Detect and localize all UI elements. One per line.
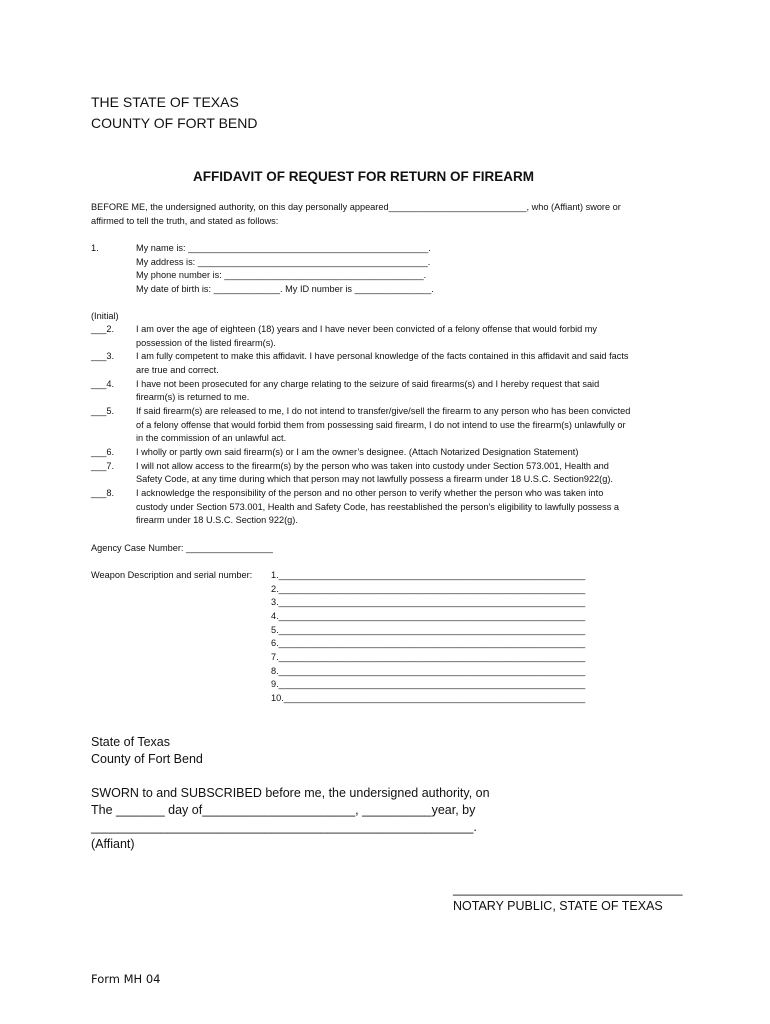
item-8-initial[interactable]: ___8.	[91, 488, 114, 498]
state-heading: THE STATE OF TEXAS	[91, 94, 239, 110]
item-6-initial[interactable]: ___6.	[91, 447, 114, 457]
intro-line-1: BEFORE ME, the undersigned authority, on this day personally appeared___________________________, who (Affiant) swore or	[91, 202, 621, 212]
item-8-line-2: custody under Section 573.001, Health and Safety Code, has reestablished the person’s eligibility to lawfully possess a	[136, 502, 619, 512]
item-5-line-2: of a felony offense that would forbid them from possessing said firearm, I do not intend to use the firearm(s) unlawfully or	[136, 420, 626, 430]
initial-label: (Initial)	[91, 311, 119, 321]
dob-id-field[interactable]: My date of birth is: _____________. My ID number is _______________.	[136, 284, 434, 294]
jurat-state: State of Texas	[91, 735, 170, 749]
intro-line-2: affirmed to tell the truth, and stated as follows:	[91, 216, 279, 226]
date-line[interactable]: The _______ day of______________________, __________year, by	[91, 803, 476, 817]
weapon-line-9[interactable]: 9.____________________________________________________________	[271, 679, 586, 689]
weapon-line-3[interactable]: 3.____________________________________________________________	[271, 597, 586, 607]
item-3-line-1: I am fully competent to make this affidavit. I have personal knowledge of the facts contained in this affidavit and said facts	[136, 351, 629, 361]
weapon-line-10[interactable]: 10.___________________________________________________________	[271, 693, 586, 703]
item-4-line-2: firearm(s) is returned to me.	[136, 392, 250, 402]
address-field[interactable]: My address is: _____________________________________________.	[136, 257, 431, 267]
affiant-label: (Affiant)	[91, 837, 135, 851]
weapon-line-4[interactable]: 4.____________________________________________________________	[271, 611, 586, 621]
weapon-line-6[interactable]: 6.____________________________________________________________	[271, 638, 586, 648]
notary-signature-line[interactable]: _________________________________	[453, 882, 683, 896]
phone-field[interactable]: My phone number is: _______________________________________.	[136, 270, 427, 280]
document-title: AFFIDAVIT OF REQUEST FOR RETURN OF FIREARM	[193, 169, 534, 184]
item-4-initial[interactable]: ___4.	[91, 379, 114, 389]
form-number: Form MH 04	[91, 972, 161, 986]
weapon-line-5[interactable]: 5.____________________________________________________________	[271, 625, 586, 635]
weapon-description-label: Weapon Description and serial number:	[91, 570, 253, 580]
item-2-initial[interactable]: ___2.	[91, 324, 114, 334]
item-3-line-2: are true and correct.	[136, 365, 219, 375]
affiant-signature-line[interactable]: _______________________________________________________.	[91, 820, 477, 834]
item-3-initial[interactable]: ___3.	[91, 351, 114, 361]
item-4-line-1: I have not been prosecuted for any charge relating to the seizure of said firearms(s) and I hereby request that said	[136, 379, 600, 389]
item-7-line-2: Safety Code, at any time during which that person may not lawfully possess a firearm under 18 U.S.C. Section922(g).	[136, 474, 613, 484]
item-2-line-2: possession of the listed firearm(s).	[136, 338, 276, 348]
name-field[interactable]: My name is: _______________________________________________.	[136, 243, 431, 253]
sworn-statement: SWORN to and SUBSCRIBED before me, the undersigned authority, on	[91, 786, 490, 800]
item-5-initial[interactable]: ___5.	[91, 406, 114, 416]
item-6-line-1: I wholly or partly own said firearm(s) or I am the owner’s designee. (Attach Notarized Designation Statement)	[136, 447, 579, 457]
item-5-line-1: If said firearm(s) are released to me, I do not intend to transfer/give/sell the firearm to any person who has been convicted	[136, 406, 631, 416]
weapon-line-2[interactable]: 2.____________________________________________________________	[271, 584, 586, 594]
agency-case-number-field[interactable]: Agency Case Number: _________________	[91, 543, 273, 553]
jurat-county: County of Fort Bend	[91, 752, 203, 766]
item-7-line-1: I will not allow access to the firearm(s) by the person who was taken into custody under Section 573.001, Health and	[136, 461, 609, 471]
item-8-line-1: I acknowledge the responsibility of the person and no other person to verify whether the person who was taken into	[136, 488, 604, 498]
weapon-line-7[interactable]: 7.____________________________________________________________	[271, 652, 586, 662]
weapon-line-8[interactable]: 8.____________________________________________________________	[271, 666, 586, 676]
item-7-initial[interactable]: ___7.	[91, 461, 114, 471]
item-2-line-1: I am over the age of eighteen (18) years and I have never been convicted of a felony offense that would forbid my	[136, 324, 598, 334]
item-5-line-3: in the commission of an unlawful act.	[136, 433, 287, 443]
county-heading: COUNTY OF FORT BEND	[91, 115, 258, 131]
item-8-line-3: firearm under 18 U.S.C. Section 922(g).	[136, 515, 298, 525]
weapon-line-1[interactable]: 1.____________________________________________________________	[271, 570, 586, 580]
section-1-number: 1.	[91, 243, 99, 253]
notary-label: NOTARY PUBLIC, STATE OF TEXAS	[453, 899, 663, 913]
